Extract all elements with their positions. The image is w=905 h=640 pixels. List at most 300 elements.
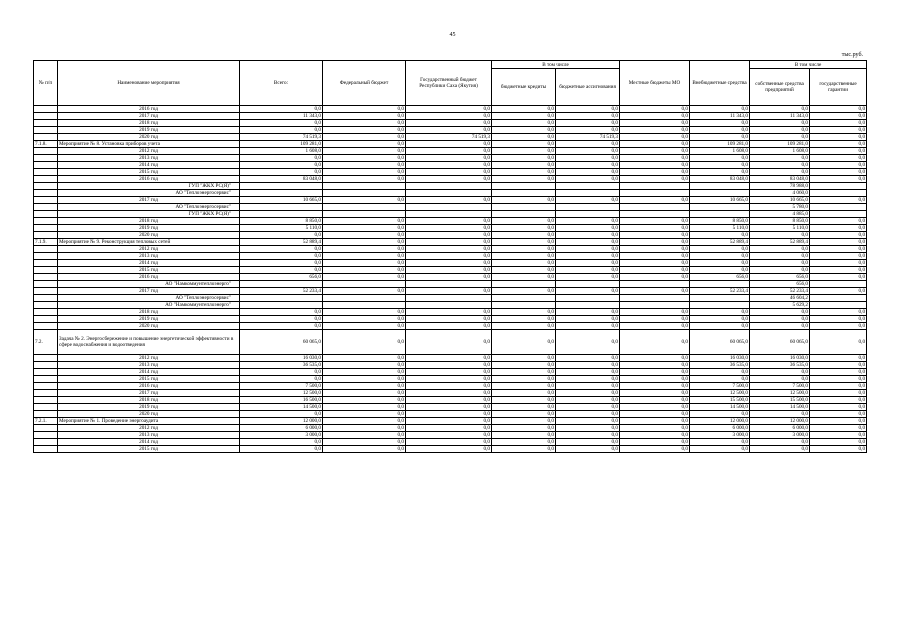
- row-value: 5 629,2: [750, 302, 810, 309]
- table-row: [34, 330, 867, 355]
- row-value: 0,0: [810, 316, 867, 323]
- row-value: 8 850,0: [750, 218, 810, 225]
- row-value: 0,0: [323, 411, 406, 418]
- row-code: [34, 204, 58, 211]
- row-value: 0,0: [750, 446, 810, 453]
- table-row: [34, 225, 867, 232]
- row-value: 0,0: [406, 176, 492, 183]
- row-code: [34, 120, 58, 127]
- row-value: 0,0: [492, 176, 556, 183]
- row-value: 0,0: [556, 323, 620, 330]
- row-code: [34, 148, 58, 155]
- row-value: 0,0: [406, 418, 492, 425]
- row-value: 0,0: [323, 362, 406, 369]
- row-value: 0,0: [620, 253, 690, 260]
- row-value: 0,0: [620, 148, 690, 155]
- row-value: 0,0: [406, 439, 492, 446]
- row-code: [34, 232, 58, 239]
- row-value: 0,0: [240, 162, 323, 169]
- row-value: 0,0: [323, 397, 406, 404]
- row-value: 16 030,0: [240, 355, 323, 362]
- row-value: 5 110,0: [690, 225, 750, 232]
- row-value: 0,0: [810, 267, 867, 274]
- row-value: [556, 204, 620, 211]
- row-value: 0,0: [556, 162, 620, 169]
- row-value: 0,0: [406, 376, 492, 383]
- row-value: 52 233,4: [240, 288, 323, 295]
- row-value: 0,0: [492, 390, 556, 397]
- row-value: 60 065,0: [690, 330, 750, 355]
- row-value: 0,0: [406, 106, 492, 113]
- row-value: 1 608,0: [750, 148, 810, 155]
- row-value: [690, 204, 750, 211]
- table-row: [34, 176, 867, 183]
- row-value: 0,0: [556, 106, 620, 113]
- row-value: [620, 295, 690, 302]
- row-name: 2017 год: [58, 113, 240, 120]
- table-row: [34, 246, 867, 253]
- row-value: 0,0: [690, 127, 750, 134]
- row-code: [34, 155, 58, 162]
- row-value: [810, 211, 867, 218]
- row-code: [34, 274, 58, 281]
- row-value: 0,0: [620, 197, 690, 204]
- row-value: 11 343,0: [690, 113, 750, 120]
- row-name: 2017 год: [58, 197, 240, 204]
- row-value: 0,0: [810, 106, 867, 113]
- row-code: [34, 362, 58, 369]
- row-value: 0,0: [492, 288, 556, 295]
- row-name: ГУП "ЖКХ РС(Я)": [58, 183, 240, 190]
- row-value: 0,0: [620, 369, 690, 376]
- row-value: 0,0: [492, 309, 556, 316]
- row-code: 7.1.9.: [34, 239, 58, 246]
- table-row: [34, 183, 867, 190]
- row-value: 52 233,4: [750, 288, 810, 295]
- row-value: 0,0: [810, 355, 867, 362]
- row-value: 0,0: [620, 362, 690, 369]
- table-row: [34, 232, 867, 239]
- row-value: [810, 183, 867, 190]
- row-value: 0,0: [492, 362, 556, 369]
- row-value: 10 665,0: [240, 197, 323, 204]
- row-value: 16 030,0: [750, 355, 810, 362]
- row-value: 0,0: [750, 316, 810, 323]
- row-value: 0,0: [492, 355, 556, 362]
- row-value: 656,0: [690, 274, 750, 281]
- row-value: 0,0: [810, 246, 867, 253]
- row-value: 0,0: [620, 418, 690, 425]
- row-value: 0,0: [620, 425, 690, 432]
- table-row: [34, 316, 867, 323]
- row-code: [34, 355, 58, 362]
- row-value: 0,0: [406, 155, 492, 162]
- row-value: 0,0: [240, 323, 323, 330]
- table-row: [34, 418, 867, 425]
- row-value: [240, 211, 323, 218]
- row-code: [34, 134, 58, 141]
- row-value: 0,0: [690, 155, 750, 162]
- row-value: 0,0: [556, 439, 620, 446]
- row-name: 2015 год: [58, 376, 240, 383]
- row-value: 0,0: [556, 260, 620, 267]
- row-value: 0,0: [406, 432, 492, 439]
- row-value: 3 000,0: [690, 432, 750, 439]
- row-value: 0,0: [750, 260, 810, 267]
- row-value: 0,0: [492, 120, 556, 127]
- row-value: 0,0: [690, 232, 750, 239]
- table-row: [34, 411, 867, 418]
- row-value: 0,0: [750, 246, 810, 253]
- row-value: 0,0: [810, 288, 867, 295]
- row-value: [690, 295, 750, 302]
- row-value: 0,0: [406, 267, 492, 274]
- row-value: 0,0: [492, 169, 556, 176]
- row-value: 0,0: [492, 155, 556, 162]
- table-row: [34, 169, 867, 176]
- row-value: 1 608,0: [690, 148, 750, 155]
- row-value: 0,0: [620, 169, 690, 176]
- row-value: [240, 295, 323, 302]
- row-value: 0,0: [406, 260, 492, 267]
- row-value: 0,0: [323, 390, 406, 397]
- row-value: 0,0: [750, 267, 810, 274]
- table-row: [34, 397, 867, 404]
- table-row: [34, 432, 867, 439]
- row-value: 0,0: [406, 309, 492, 316]
- row-value: 0,0: [240, 106, 323, 113]
- row-value: 0,0: [240, 439, 323, 446]
- row-value: 0,0: [556, 239, 620, 246]
- row-value: 0,0: [810, 309, 867, 316]
- row-value: 0,0: [556, 383, 620, 390]
- row-value: 0,0: [556, 309, 620, 316]
- row-value: 0,0: [556, 288, 620, 295]
- row-value: 16 030,0: [690, 355, 750, 362]
- row-value: 0,0: [492, 376, 556, 383]
- row-name: 2014 год: [58, 369, 240, 376]
- col-extra-header: Внебюджетные средства: [690, 61, 750, 106]
- row-value: 0,0: [492, 141, 556, 148]
- row-code: [34, 376, 58, 383]
- col-num-header: № п/п: [34, 61, 58, 106]
- row-value: 5 110,0: [750, 225, 810, 232]
- row-value: 0,0: [406, 390, 492, 397]
- row-value: 0,0: [240, 309, 323, 316]
- row-value: 0,0: [240, 446, 323, 453]
- row-code: [34, 323, 58, 330]
- row-code: [34, 225, 58, 232]
- row-name: 2017 год: [58, 390, 240, 397]
- row-value: 16 500,0: [240, 397, 323, 404]
- row-value: 0,0: [240, 232, 323, 239]
- row-value: 0,0: [323, 432, 406, 439]
- row-value: 0,0: [323, 330, 406, 355]
- table-row: [34, 439, 867, 446]
- row-value: 4 060,0: [750, 190, 810, 197]
- row-value: 0,0: [492, 162, 556, 169]
- row-name: Мероприятие № 9. Реконструкция тепловых сетей: [58, 239, 240, 246]
- row-code: [34, 169, 58, 176]
- row-value: 0,0: [323, 253, 406, 260]
- row-name: 2012 год: [58, 355, 240, 362]
- row-code: [34, 183, 58, 190]
- row-value: [556, 281, 620, 288]
- row-value: 0,0: [556, 232, 620, 239]
- row-value: 0,0: [240, 376, 323, 383]
- row-value: 60 065,0: [750, 330, 810, 355]
- row-value: 0,0: [620, 246, 690, 253]
- row-value: 0,0: [406, 383, 492, 390]
- row-value: 109 281,0: [750, 141, 810, 148]
- row-value: 0,0: [492, 418, 556, 425]
- row-value: 0,0: [406, 197, 492, 204]
- row-value: 36 535,0: [690, 362, 750, 369]
- row-value: 0,0: [690, 162, 750, 169]
- row-name: 2020 год: [58, 134, 240, 141]
- row-value: 0,0: [750, 232, 810, 239]
- row-value: 0,0: [620, 106, 690, 113]
- row-value: [492, 211, 556, 218]
- row-value: 0,0: [492, 316, 556, 323]
- row-value: 0,0: [492, 232, 556, 239]
- row-value: 0,0: [690, 134, 750, 141]
- row-value: 0,0: [750, 155, 810, 162]
- row-value: 0,0: [492, 274, 556, 281]
- row-name: Задача № 2. Энергосбережение и повышение энергетической эффективности в сфере водоснабжения и водоотведения: [58, 330, 240, 355]
- row-value: 0,0: [556, 418, 620, 425]
- row-value: 0,0: [750, 411, 810, 418]
- row-value: 0,0: [406, 162, 492, 169]
- row-value: 0,0: [810, 141, 867, 148]
- row-value: 0,0: [406, 446, 492, 453]
- row-value: 0,0: [750, 369, 810, 376]
- row-value: 12 000,0: [240, 418, 323, 425]
- row-value: 10 665,0: [750, 197, 810, 204]
- row-value: 0,0: [620, 309, 690, 316]
- row-value: [492, 190, 556, 197]
- row-value: [492, 295, 556, 302]
- row-value: 0,0: [492, 267, 556, 274]
- row-value: 0,0: [492, 432, 556, 439]
- row-value: 7 500,0: [750, 383, 810, 390]
- table-row: [34, 162, 867, 169]
- row-value: 0,0: [406, 288, 492, 295]
- row-value: [810, 204, 867, 211]
- row-value: 0,0: [323, 288, 406, 295]
- row-value: 0,0: [556, 362, 620, 369]
- row-value: 0,0: [556, 274, 620, 281]
- row-value: 6 000,0: [750, 425, 810, 432]
- row-value: [323, 211, 406, 218]
- row-value: 12 000,0: [690, 418, 750, 425]
- row-value: 0,0: [492, 246, 556, 253]
- row-value: 0,0: [556, 127, 620, 134]
- row-value: [323, 295, 406, 302]
- row-value: 0,0: [406, 425, 492, 432]
- row-name: АО "Намкоммунтеплоэнерго": [58, 302, 240, 309]
- row-value: 0,0: [323, 113, 406, 120]
- row-value: 52 233,4: [690, 288, 750, 295]
- table-row: [34, 155, 867, 162]
- row-name: 2014 год: [58, 162, 240, 169]
- row-value: [620, 190, 690, 197]
- row-code: [34, 302, 58, 309]
- row-code: [34, 176, 58, 183]
- table-row: [34, 197, 867, 204]
- row-value: 0,0: [323, 176, 406, 183]
- row-value: 0,0: [556, 218, 620, 225]
- row-value: 0,0: [492, 106, 556, 113]
- col-federal-header: Федеральный бюджет: [323, 61, 406, 106]
- row-value: 0,0: [323, 355, 406, 362]
- col-republic-header: Государственный бюджет Республики Саха (Якутия): [406, 61, 492, 106]
- row-value: [492, 204, 556, 211]
- row-value: 14 500,0: [750, 404, 810, 411]
- row-value: 0,0: [406, 113, 492, 120]
- row-value: 0,0: [750, 253, 810, 260]
- row-value: 78 988,0: [750, 183, 810, 190]
- row-value: 0,0: [810, 330, 867, 355]
- row-value: 0,0: [323, 316, 406, 323]
- row-value: 0,0: [556, 397, 620, 404]
- row-value: 0,0: [556, 369, 620, 376]
- row-value: 0,0: [492, 369, 556, 376]
- row-name: 2013 год: [58, 362, 240, 369]
- row-value: 0,0: [810, 369, 867, 376]
- row-value: 74 519,3: [556, 134, 620, 141]
- row-value: 109 281,0: [240, 141, 323, 148]
- row-value: 12 500,0: [690, 390, 750, 397]
- row-value: 0,0: [240, 246, 323, 253]
- table-row: [34, 211, 867, 218]
- row-code: [34, 288, 58, 295]
- table-body: [34, 106, 867, 453]
- row-value: 0,0: [492, 113, 556, 120]
- row-name: 2019 год: [58, 225, 240, 232]
- row-name: 2015 год: [58, 446, 240, 453]
- row-value: 0,0: [406, 120, 492, 127]
- row-value: [690, 211, 750, 218]
- row-value: 0,0: [810, 232, 867, 239]
- row-value: 0,0: [750, 120, 810, 127]
- row-value: 0,0: [690, 267, 750, 274]
- row-code: [34, 253, 58, 260]
- row-value: 15 500,0: [690, 397, 750, 404]
- row-value: [406, 295, 492, 302]
- col-guarantees-header: государственные гарантии: [810, 69, 867, 106]
- row-value: 0,0: [406, 253, 492, 260]
- row-name: 2016 год: [58, 106, 240, 113]
- row-value: 0,0: [323, 148, 406, 155]
- row-value: 6 000,0: [240, 425, 323, 432]
- row-value: 0,0: [810, 411, 867, 418]
- table-row: [34, 323, 867, 330]
- row-value: 0,0: [810, 218, 867, 225]
- row-value: 0,0: [810, 155, 867, 162]
- row-value: [323, 281, 406, 288]
- row-value: 0,0: [810, 446, 867, 453]
- row-value: [556, 295, 620, 302]
- table-row: [34, 376, 867, 383]
- row-value: 0,0: [492, 383, 556, 390]
- col-own-header: собственные средства предприятий: [750, 69, 810, 106]
- row-value: [406, 211, 492, 218]
- table-row: [34, 148, 867, 155]
- row-value: 656,0: [750, 274, 810, 281]
- row-value: 0,0: [556, 141, 620, 148]
- row-value: 0,0: [620, 411, 690, 418]
- row-value: 0,0: [406, 232, 492, 239]
- row-value: [240, 302, 323, 309]
- row-value: 0,0: [556, 446, 620, 453]
- row-value: 6 000,0: [690, 425, 750, 432]
- table-row: [34, 281, 867, 288]
- col-name-header: Наименование мероприятия: [58, 61, 240, 106]
- row-value: 52 889,4: [690, 239, 750, 246]
- row-value: 0,0: [810, 169, 867, 176]
- row-value: 7 500,0: [690, 383, 750, 390]
- row-code: [34, 369, 58, 376]
- row-value: 0,0: [323, 274, 406, 281]
- row-value: 0,0: [810, 383, 867, 390]
- row-value: 0,0: [620, 127, 690, 134]
- row-value: 0,0: [323, 162, 406, 169]
- table-row: [34, 383, 867, 390]
- row-name: 2019 год: [58, 404, 240, 411]
- row-value: 0,0: [492, 239, 556, 246]
- row-value: 0,0: [620, 141, 690, 148]
- row-value: [556, 183, 620, 190]
- row-code: [34, 162, 58, 169]
- row-value: [556, 211, 620, 218]
- row-code: [34, 432, 58, 439]
- row-value: 0,0: [323, 169, 406, 176]
- row-value: 83 048,0: [240, 176, 323, 183]
- row-value: 0,0: [406, 397, 492, 404]
- table-row: [34, 239, 867, 246]
- row-value: 0,0: [492, 134, 556, 141]
- row-name: 2018 год: [58, 397, 240, 404]
- row-value: 0,0: [810, 120, 867, 127]
- row-value: 0,0: [750, 323, 810, 330]
- row-name: 2012 год: [58, 148, 240, 155]
- row-value: 0,0: [240, 155, 323, 162]
- table-row: [34, 267, 867, 274]
- row-value: 0,0: [690, 120, 750, 127]
- row-value: 0,0: [810, 162, 867, 169]
- row-value: 0,0: [556, 225, 620, 232]
- row-code: [34, 404, 58, 411]
- row-value: 0,0: [810, 404, 867, 411]
- row-value: 3 000,0: [750, 432, 810, 439]
- row-value: 0,0: [620, 288, 690, 295]
- row-value: 0,0: [750, 127, 810, 134]
- row-value: 0,0: [690, 446, 750, 453]
- row-code: [34, 295, 58, 302]
- row-value: 0,0: [323, 120, 406, 127]
- row-value: 0,0: [406, 127, 492, 134]
- row-value: 0,0: [323, 404, 406, 411]
- row-value: 0,0: [406, 404, 492, 411]
- row-value: 0,0: [492, 397, 556, 404]
- row-value: 0,0: [750, 106, 810, 113]
- row-value: 0,0: [240, 260, 323, 267]
- row-value: 0,0: [810, 274, 867, 281]
- row-value: 7 500,0: [240, 383, 323, 390]
- row-value: 0,0: [620, 432, 690, 439]
- row-value: 0,0: [620, 323, 690, 330]
